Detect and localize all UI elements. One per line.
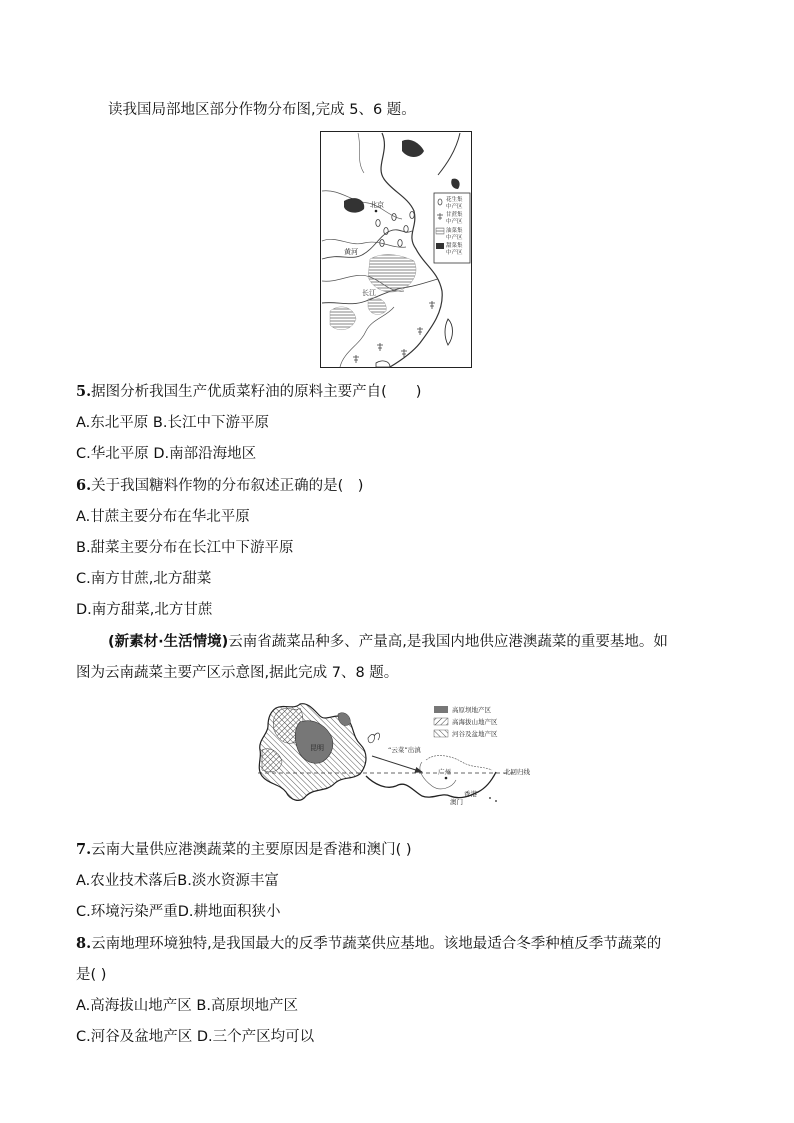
yunnan-vegetable-map [256,700,540,808]
vegetable-icon [368,733,380,743]
label-kunming: 昆明 [310,744,324,752]
intro-7-8-line1: (新素材·生活情境)云南省蔬菜品种多、产量高,是我国内地供应港澳蔬菜的重要基地。如 [108,634,668,650]
question-8: 8.云南地理环境独特,是我国最大的反季节蔬菜供应基地。该地最适合冬季种植反季节蔬菜的 [76,935,662,952]
question-5: 5.据图分析我国生产优质菜籽油的原料主要产自( ) [76,383,422,400]
intro-5-6: 读我国局部地区部分作物分布图,完成 5、6 题。 [108,102,416,118]
svg-text:甜菜集: 甜菜集 [446,243,463,249]
question-6: 6.关于我国糖料作物的分布叙述正确的是( ) [76,477,364,494]
label-export: “云菜”出滇 [388,746,421,754]
q6-option-a: A.甘蔗主要分布在华北平原 [76,509,250,525]
crop-distribution-map [320,131,472,368]
svg-text:中产区: 中产区 [446,250,463,256]
q7-option-cd: C.环境污染严重D.耕地面积狭小 [76,904,281,920]
label-tropic: 北回归线 [504,768,530,776]
question-8-cont: 是( ) [76,967,107,983]
map1-legend [434,193,470,263]
label-guangzhou: 广州 [438,768,451,776]
svg-text:甘蔗集: 甘蔗集 [446,212,463,218]
intro-7-8-line2: 图为云南蔬菜主要产区示意图,据此完成 7、8 题。 [76,665,399,681]
rapeseed-icon [436,228,444,234]
label-macau: 澳门 [450,798,463,806]
q5-option-ab: A.东北平原 B.长江中下游平原 [76,415,269,431]
label-hongkong: 香港 [464,790,477,798]
svg-text:油菜集: 油菜集 [446,228,463,234]
svg-text:高原坝地产区: 高原坝地产区 [452,706,491,714]
label-beijing: 北京 [370,201,384,209]
svg-text:高海拔山地产区: 高海拔山地产区 [452,718,498,726]
svg-text:河谷及盆地产区: 河谷及盆地产区 [452,730,498,738]
svg-text:中产区: 中产区 [446,235,463,241]
q6-option-b: B.甜菜主要分布在长江中下游平原 [76,540,294,556]
svg-text:花生集: 花生集 [446,197,463,203]
label-changjiang: 长江 [362,289,376,297]
q5-option-cd: C.华北平原 D.南部沿海地区 [76,446,257,462]
question-7: 7.云南大量供应港澳蔬菜的主要原因是香港和澳门( ) [76,841,412,858]
q6-option-d: D.南方甜菜,北方甘蔗 [76,602,213,618]
q8-option-ab: A.高海拔山地产区 B.高原坝地产区 [76,998,298,1014]
svg-text:中产区: 中产区 [446,204,463,210]
q6-option-c: C.南方甘蔗,北方甜菜 [76,571,212,587]
svg-text:中产区: 中产区 [446,219,463,225]
q8-option-cd: C.河谷及盆地产区 D.三个产区均可以 [76,1029,315,1045]
export-arrow [372,756,422,772]
q7-option-ab: A.农业技术落后B.淡水资源丰富 [76,873,279,889]
label-huanghe: 黄河 [344,248,358,256]
map2-legend [434,705,498,738]
sugarbeet-icon [436,243,444,249]
